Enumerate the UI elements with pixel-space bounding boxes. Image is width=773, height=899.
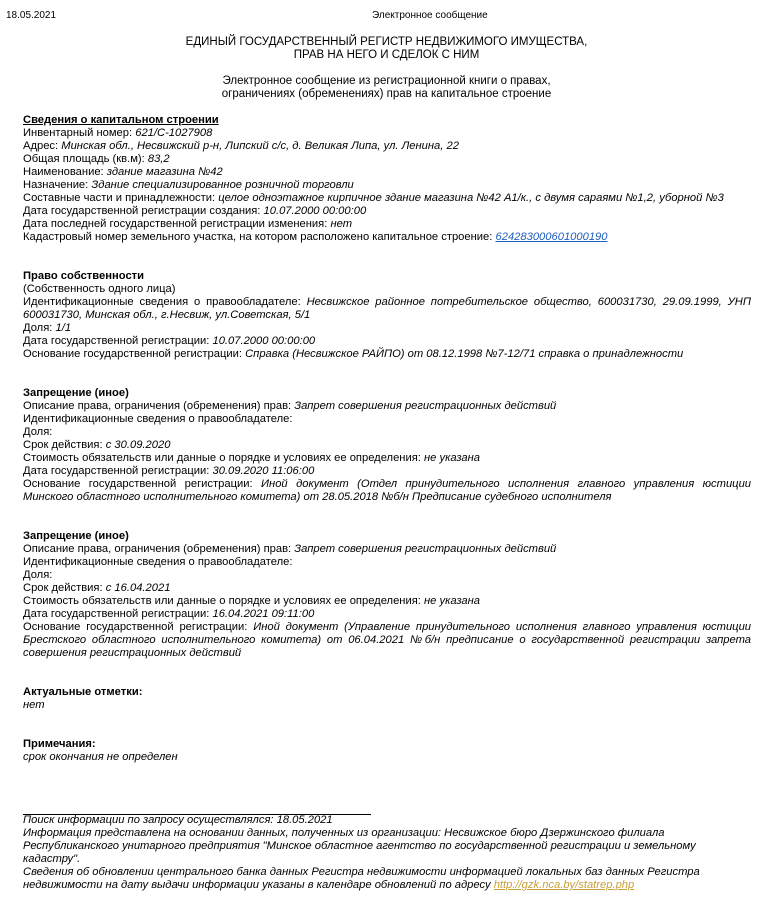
ban2-term-row <box>23 582 751 595</box>
name-value: здание магазина №42 <box>106 166 223 178</box>
ownership-share-row <box>23 322 751 335</box>
ban2-term-label: Срок действия: <box>23 582 103 594</box>
ban1-share-label: Доля: <box>23 426 53 438</box>
ban1-term-value: с 30.09.2020 <box>105 439 171 451</box>
ban2-basis-row <box>23 621 751 660</box>
changed-value: нет <box>330 218 353 230</box>
document-subtitle <box>0 75 773 101</box>
ban1-cost-row <box>23 452 751 465</box>
ownership-section <box>23 270 751 361</box>
ownership-basis-label: Основание государственной регистрации: <box>23 348 242 360</box>
changed-row <box>23 218 751 231</box>
footer-search-date: Поиск информации по запросу осуществлялся: 18.05.2021 <box>23 814 333 826</box>
ban1-desc-label: Описание права, ограничения (обременения) прав: <box>23 400 292 412</box>
ownership-date-value: 10.07.2000 00:00:00 <box>212 335 316 347</box>
ban1-section <box>23 387 751 504</box>
notes-heading: Примечания: <box>23 738 96 750</box>
ban1-term-label: Срок действия: <box>23 439 103 451</box>
actual-heading: Актуальные отметки: <box>23 686 143 698</box>
ban2-desc-label: Описание права, ограничения (обременения) прав: <box>23 543 292 555</box>
ownership-heading: Право собственности <box>23 270 145 282</box>
cadastral-link[interactable]: 624283000601000190 <box>495 231 608 243</box>
subtitle-line1: Электронное сообщение из регистрационной книги о правах, <box>222 75 551 87</box>
inventory-value: 621/С-1027908 <box>135 127 213 139</box>
document-main-title <box>0 36 773 62</box>
footer <box>23 814 751 892</box>
created-value: 10.07.2000 00:00:00 <box>263 205 367 217</box>
ownership-holder-row <box>23 296 751 322</box>
ownership-date-row <box>23 335 751 348</box>
area-label: Общая площадь (кв.м): <box>23 153 145 165</box>
ban2-basis-label: Основание государственной регистрации: <box>23 621 248 633</box>
ban2-cost-label: Стоимость обязательств или данные о порядке и условиях ее определения: <box>23 595 421 607</box>
footer-source: Информация представлена на основании данных, полученных из организации: Несвижское бюро Дзержинского филиала Республиканского унитарного предприятия "Минское областное агентство по государственной регистрации и земельному кадастру". <box>23 827 696 865</box>
parts-label: Составные части и принадлежности: <box>23 192 216 204</box>
created-label: Дата государственной регистрации создания: <box>23 205 261 217</box>
parts-value: целое одноэтажное кирпичное здание магазина №42 А1/к., с двумя сараями №1,2, уборной №3 <box>218 192 724 204</box>
ban1-date-label: Дата государственной регистрации: <box>23 465 210 477</box>
ban2-heading: Запрещение (иное) <box>23 530 129 542</box>
inventory-label: Инвентарный номер: <box>23 127 133 139</box>
print-date: 18.05.2021 <box>6 10 57 21</box>
purpose-label: Назначение: <box>23 179 89 191</box>
created-row <box>23 205 751 218</box>
name-label: Наименование: <box>23 166 104 178</box>
ownership-date-label: Дата государственной регистрации: <box>23 335 210 347</box>
cadastral-row <box>23 231 751 244</box>
area-value: 83,2 <box>147 153 170 165</box>
inventory-row <box>23 127 751 140</box>
building-heading: Сведения о капитальном строении <box>23 114 219 126</box>
ban2-desc-row <box>23 543 751 556</box>
building-section <box>23 114 751 244</box>
ban2-share-label: Доля: <box>23 569 53 581</box>
address-value: Минская обл., Несвижский р-н, Липский с/с, д. Великая Липа, ул. Ленина, 22 <box>61 140 459 152</box>
ban1-holder-label: Идентификационные сведения о правообладателе: <box>23 413 293 425</box>
ban2-section <box>23 530 751 660</box>
ban1-cost-label: Стоимость обязательств или данные о порядке и условиях ее определения: <box>23 452 421 464</box>
ownership-holder-value: Несвижское районное потребительское общество, 600031730, 29.09.1999, УНП 600031730, Минская обл., г.Несвиж, ул.Советская, 5/1 <box>23 296 751 321</box>
actual-section <box>23 686 751 712</box>
purpose-row <box>23 179 751 192</box>
cadastral-label: Кадастровый номер земельного участка, на котором расположено капитальное строение: <box>23 231 493 243</box>
address-row <box>23 140 751 153</box>
actual-value: нет <box>23 699 45 711</box>
name-row <box>23 166 751 179</box>
ban2-term-value: с 16.04.2021 <box>105 582 171 594</box>
footer-calendar <box>23 866 751 892</box>
notes-section <box>23 738 751 764</box>
ban1-basis-value: Иной документ (Отдел принудительного исполнения главного управления юстиции Минского областного исполнительного комитета) от 28.05.2018 №б/н Предписание судебного исполнителя <box>23 478 752 503</box>
ban2-date-row <box>23 608 751 621</box>
ban2-cost-row <box>23 595 751 608</box>
ban1-date-value: 30.09.2020 11:06:00 <box>212 465 315 477</box>
address-label: Адрес: <box>23 140 59 152</box>
ownership-basis-value: Справка (Несвижское РАЙПО) от 08.12.1998 №7-12/71 справка о принадлежности <box>245 348 684 360</box>
ban2-desc-value: Запрет совершения регистрационных действий <box>294 543 557 555</box>
ban2-holder-label: Идентификационные сведения о правообладателе: <box>23 556 293 568</box>
ban1-desc-value: Запрет совершения регистрационных действий <box>294 400 557 412</box>
area-row <box>23 153 751 166</box>
ban2-date-value: 16.04.2021 09:11:00 <box>212 608 315 620</box>
ban1-basis-label: Основание государственной регистрации: <box>23 478 253 490</box>
ban2-cost-value: не указана <box>424 595 481 607</box>
ban1-date-row <box>23 465 751 478</box>
footer-calendar-text: Сведения об обновлении центрального банка данных Регистра недвижимости информацией локальных баз данных Регистра недвижимости на дату выдачи информации указаны в календаре обновлений по адресу <box>23 866 700 891</box>
ownership-holder-label: Идентификационные сведения о правообладателе: <box>23 296 301 308</box>
ownership-basis-row <box>23 348 751 361</box>
subtitle-line2: ограничениях (обременениях) прав на капитальное строение <box>221 88 552 100</box>
changed-label: Дата последней государственной регистрации изменения: <box>23 218 328 230</box>
ownership-share-value: 1/1 <box>55 322 72 334</box>
purpose-value: Здание специализированное розничной торговли <box>91 179 354 191</box>
ownership-type: (Собственность одного лица) <box>23 283 176 295</box>
ban2-date-label: Дата государственной регистрации: <box>23 608 210 620</box>
ban1-desc-row <box>23 400 751 413</box>
ban1-cost-value: не указана <box>424 452 481 464</box>
ban2-basis-value: Иной документ (Управление принудительного исполнения главного управления юстиции Брестского областного исполнительного комитета) от 06.04.2021 №б/н предписание о государственной регистрации запрета совершения регистрационных действий <box>23 621 752 659</box>
print-title: Электронное сообщение <box>372 10 488 21</box>
main-title-line1: ЕДИНЫЙ ГОСУДАРСТВЕННЫЙ РЕГИСТР НЕДВИЖИМОГО ИМУЩЕСТВА, <box>185 36 588 48</box>
document-body <box>23 114 751 764</box>
ban1-heading: Запрещение (иное) <box>23 387 129 399</box>
parts-row <box>23 192 751 205</box>
ban1-term-row <box>23 439 751 452</box>
statrep-link[interactable]: http://gzk.nca.by/statrep.php <box>493 879 635 891</box>
ownership-share-label: Доля: <box>23 322 53 334</box>
ban1-basis-row <box>23 478 751 504</box>
main-title-line2: ПРАВ НА НЕГО И СДЕЛОК С НИМ <box>293 49 480 61</box>
notes-value: срок окончания не определен <box>23 751 178 763</box>
